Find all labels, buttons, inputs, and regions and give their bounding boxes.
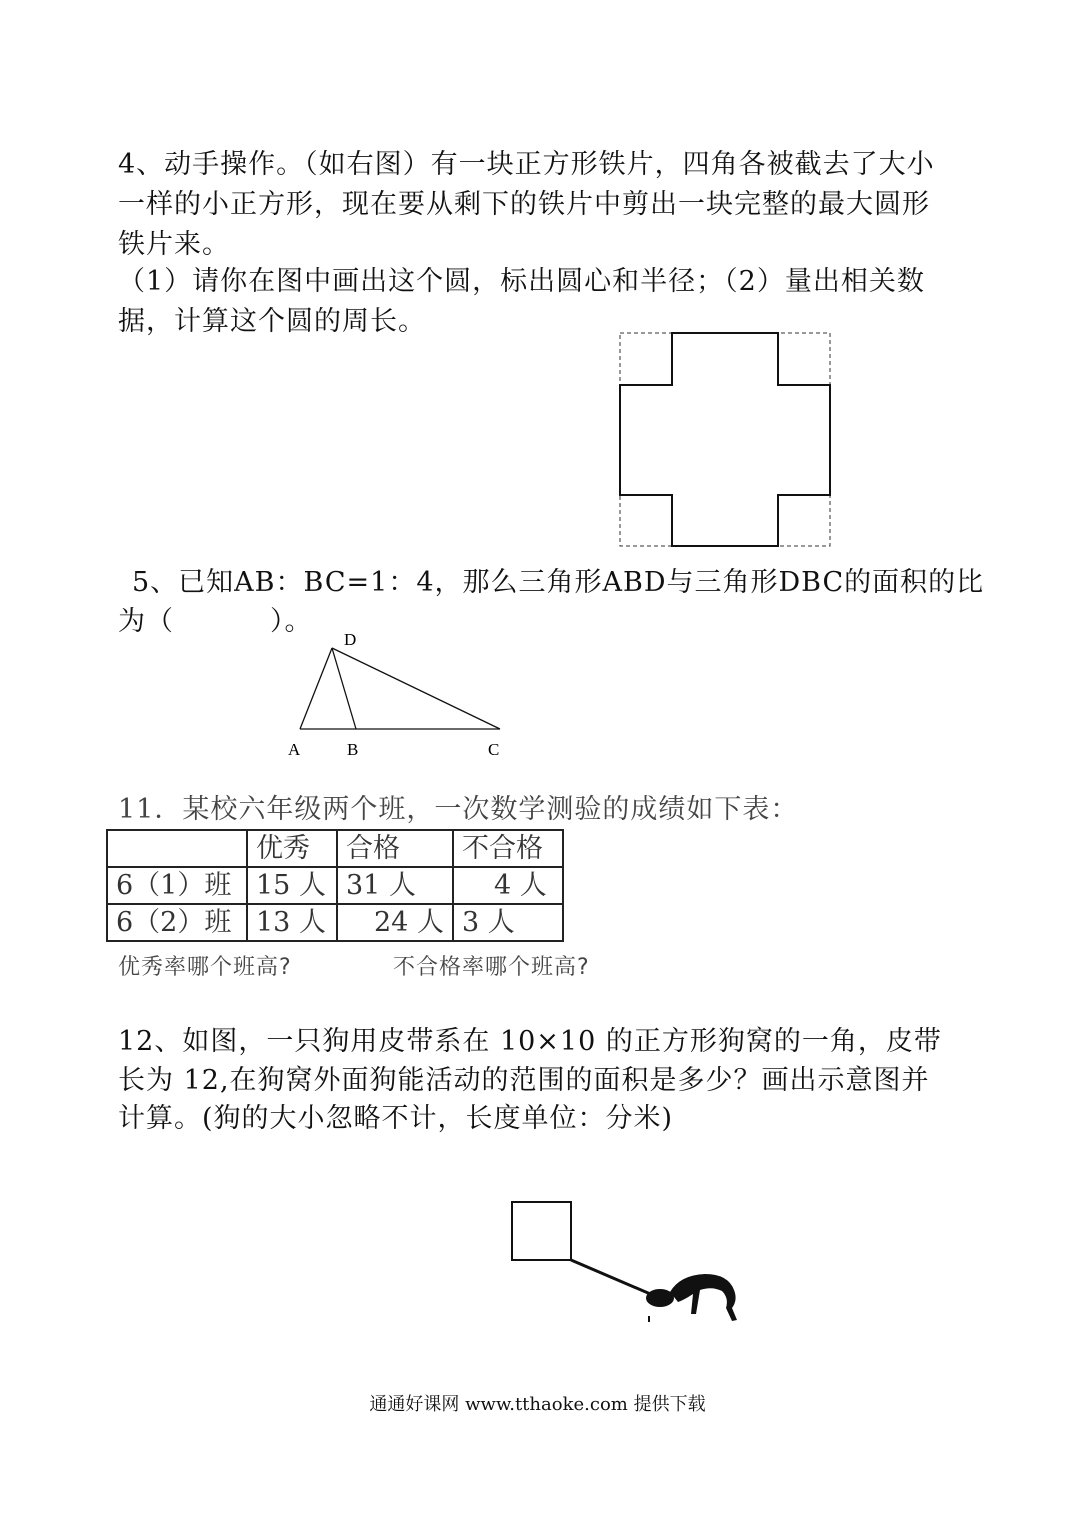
side-dc (332, 648, 500, 729)
q11-title: 11．某校六年级两个班，一次数学测验的成绩如下表： (118, 794, 799, 825)
cell-class: 6（1）班 (107, 867, 247, 904)
score-table (106, 829, 564, 942)
cell-fail: 3 人 (453, 904, 563, 941)
table-row (107, 904, 563, 941)
header-cell-empty (107, 830, 247, 867)
q5-line-1: 5、已知AB：BC=1：4，那么三角形ABD与三角形DBC的面积的比 (132, 567, 985, 598)
cell-pass: 24 人 (337, 904, 453, 941)
label-c: C (488, 740, 500, 759)
q5-bracket-close: ）。 (270, 606, 313, 637)
q4-line-2: 一样的小正方形，现在要从剩下的铁片中剪出一块完整的最大圆形 (118, 189, 930, 220)
cross-outline (620, 333, 830, 546)
q12-line-2: 长为 12,在狗窝外面狗能活动的范围的面积是多少？画出示意图并 (118, 1065, 930, 1096)
leash-line (571, 1260, 655, 1296)
cell-class: 6（2）班 (107, 904, 247, 941)
side-ad (300, 648, 332, 729)
q4-line-3: 铁片来。 (118, 229, 230, 260)
cell-pass: 31 人 (337, 867, 453, 904)
label-a: A (288, 740, 301, 759)
table-header-row (107, 830, 563, 867)
label-b: B (347, 740, 359, 759)
q11-question-fail: 不合格率哪个班高? (393, 955, 590, 980)
q12-line-1: 12、如图，一只狗用皮带系在 10×10 的正方形狗窝的一角，皮带 (118, 1026, 942, 1057)
q4-line-5: 据，计算这个圆的周长。 (118, 306, 426, 337)
header-cell-fail: 不合格 (453, 830, 563, 867)
q4-line-1: 4、动手操作。（如右图）有一块正方形铁片，四角各被截去了大小 (118, 149, 935, 180)
q5-bracket-open: 为（ (118, 606, 174, 637)
q11-question-excellent: 优秀率哪个班高? (118, 955, 292, 980)
kennel-square (512, 1202, 571, 1260)
segment-db (332, 648, 356, 729)
table-row (107, 867, 563, 904)
header-cell-pass: 合格 (337, 830, 453, 867)
q12-line-3: 计算。(狗的大小忽略不计，长度单位：分米) (118, 1103, 674, 1134)
dog-icon (646, 1274, 737, 1322)
q4-line-4: （1）请你在图中画出这个圆，标出圆心和半径；（2）量出相关数 (118, 266, 925, 297)
dog-kennel-figure (500, 1190, 760, 1340)
outer-square-dashed (620, 333, 830, 546)
cross-shape-figure (610, 325, 840, 555)
cell-fail: 4 人 (453, 867, 563, 904)
label-d: D (344, 630, 357, 649)
footer-text: 通通好课网 www.tthaoke.com 提供下载 (369, 1394, 706, 1415)
cell-excellent: 13 人 (247, 904, 337, 941)
header-cell-excellent: 优秀 (247, 830, 337, 867)
cell-excellent: 15 人 (247, 867, 337, 904)
triangle-figure (280, 625, 510, 765)
